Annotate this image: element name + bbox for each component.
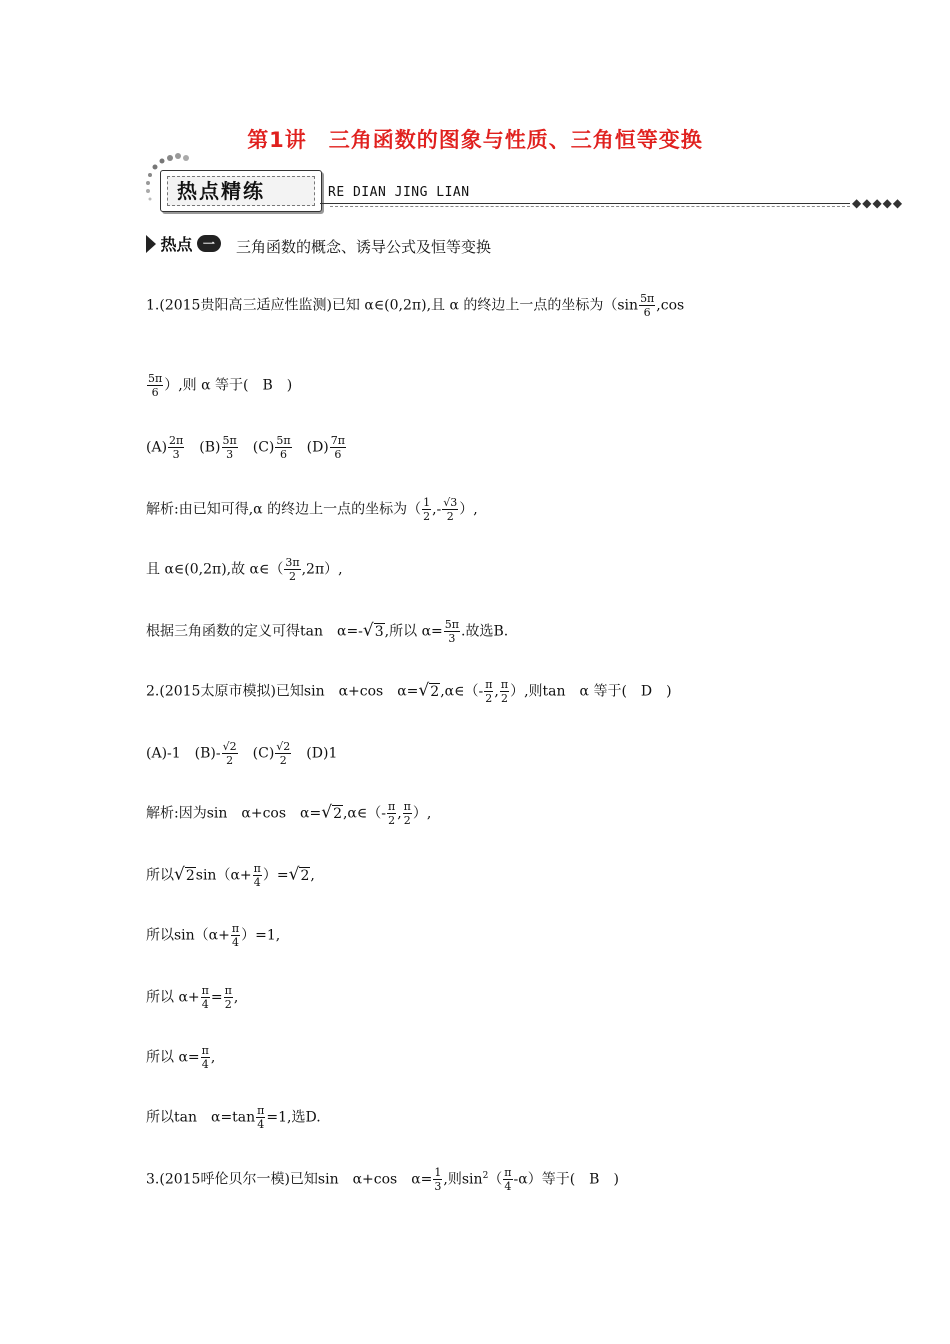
solution-2-line-5: 所以 α= $\frac{\pi}{4}$ , (146, 1044, 216, 1071)
solution-1-line-2: 且 α∈(0,2π),故 α∈（ $\frac{3\pi}{2}$ ,2π）, (146, 556, 343, 583)
question-1-line: 1.(2015贵阳高三适应性监测)已知 α∈(0,2π),且 α 的终边上一点的坐标为（sin $\frac{5\pi}{6}$ ,cos (146, 292, 685, 319)
question-1-options: (A) $\frac{2\pi}{3}$ (B) $\frac{5\pi}{3}$ (C) $\frac{5\pi}{6}$ (D) $\frac{7\pi}{6}$ (146, 434, 345, 461)
hotspot-tag (146, 232, 221, 252)
page-title: 第1讲 三角函数的图象与性质、三角恒等变换 (247, 128, 703, 152)
banner-label: 热点精练 (177, 179, 265, 203)
solution-2-line-1: 解析:因为sin α+cos α=√2,α∈（- $\frac{\pi}{2}$ , $\frac{\pi}{2}$ ）, (146, 800, 432, 827)
solution-2-line-2: 所以√2sin（α+ $\frac{\pi}{4}$ ）=√2, (146, 862, 315, 889)
triangle-arrow-icon (146, 235, 156, 253)
hotspot-label: 热点 (160, 235, 193, 254)
question-2-line: 2.(2015太原市模拟)已知sin α+cos α=√2,α∈（- $\frac{\pi}{2}$ , $\frac{\pi}{2}$ ）,则tan α 等于( D ) (146, 678, 672, 705)
hotspot-number: 一 (197, 235, 221, 252)
diamond-decoration-icon: ◆◆◆◆◆ (852, 196, 904, 210)
banner-divider-dashed (330, 206, 850, 207)
question-1-continuation: $\frac{5\pi}{6}$ ）,则 α 等于( B ) (148, 372, 293, 399)
question-3-line: 3.(2015呼伦贝尔一模)已知sin α+cos α= $\frac{1}{3}$ ,则$\sin^2$（ $\frac{\pi}{4}$ -α）等于( B ) (146, 1166, 619, 1193)
question-2-options: (A)-1 (B)- $\frac{√2}{2}$ (C) $\frac{√2}{2}$ (D)1 (146, 740, 338, 767)
solution-1-line-3: 根据三角函数的定义可得tan α=-√3,所以 α= $\frac{5\pi}{3}$ .故选B. (146, 618, 509, 645)
banner-divider (320, 203, 850, 204)
section-banner (160, 170, 322, 212)
solution-1-line-1: 解析:由已知可得,α 的终边上一点的坐标为（ $\frac{1}{2}$ ,- $\frac{√3}{2}$ ）, (146, 496, 478, 523)
solution-2-line-3: 所以sin（α+ $\frac{\pi}{4}$ ）=1, (146, 922, 281, 949)
banner-subtitle: RE DIAN JING LIAN (328, 185, 470, 200)
solution-2-line-6: 所以tan α=tan $\frac{\pi}{4}$ =1,选D. (146, 1104, 321, 1131)
solution-2-line-4: 所以 α+ $\frac{\pi}{4}$ = $\frac{\pi}{2}$ , (146, 984, 239, 1011)
hotspot-title: 三角函数的概念、诱导公式及恒等变换 (236, 238, 492, 256)
